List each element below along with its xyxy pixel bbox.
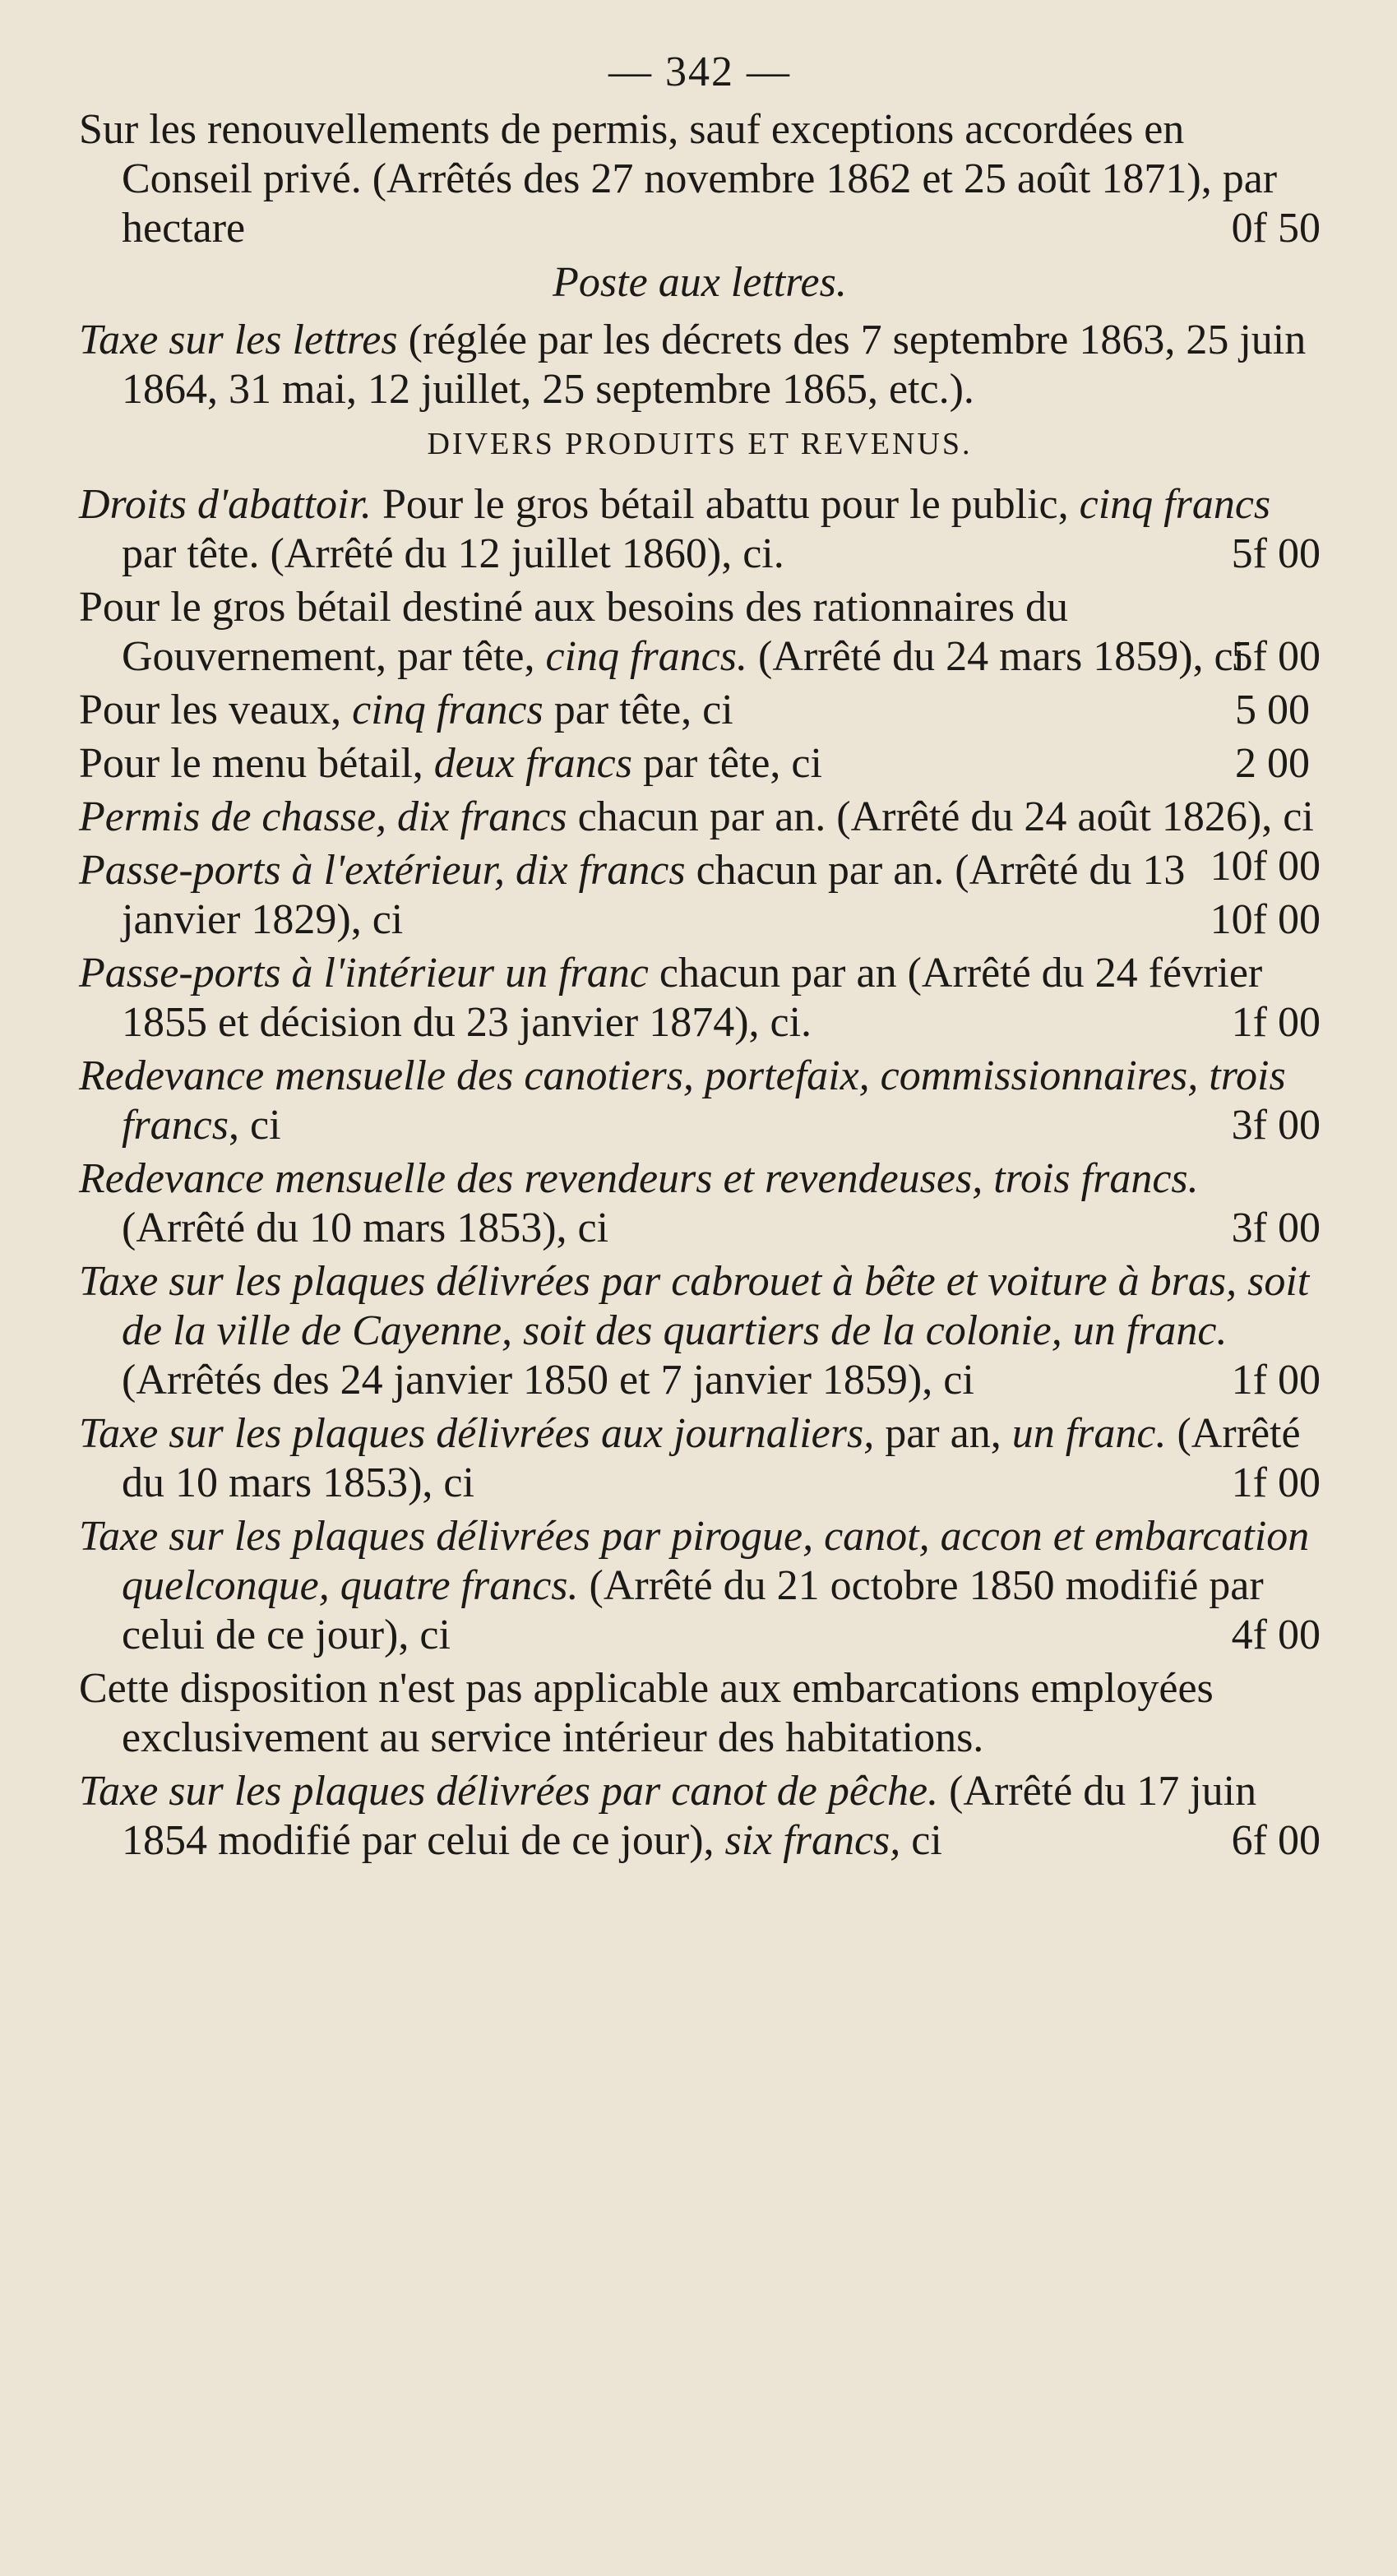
entry-label: Droits d'abattoir.: [79, 481, 372, 528]
section-title-divers: DIVERS PRODUITS ET REVENUS.: [427, 427, 973, 461]
poste-entry: [79, 316, 1321, 414]
entry-text2: (Arrêté du 24 mars 1859), ci: [747, 633, 1246, 680]
divers-entry: [79, 1052, 1321, 1150]
last-amount: 6f 00: [1231, 1817, 1321, 1864]
entry-amount: 1f 00: [1231, 999, 1321, 1046]
entry-amount: 1f 00: [1231, 1459, 1321, 1506]
entry-text: Pour le gros bétail abattu pour le public,: [371, 481, 1080, 528]
entry-text2: par tête, ci: [631, 740, 822, 787]
divers-entry: [79, 1409, 1321, 1508]
divers-entry: [79, 1154, 1321, 1253]
entry-amount: 4f 00: [1231, 1612, 1321, 1658]
divers-note: Cette disposition n'est pas applicable aux embarcations employées exclusivement au service intérieur des habitations.: [79, 1665, 1214, 1761]
entry-text: Pour les veaux,: [79, 687, 353, 733]
entry-label: Taxe sur les plaques délivrées par pirogue, canot, accon et embarcation quelconque, quatre francs.: [79, 1513, 1310, 1609]
divers-entry: [79, 739, 1321, 789]
divers-entry: [79, 949, 1321, 1048]
last-label: Taxe sur les plaques délivrées par canot de pêche.: [79, 1768, 939, 1815]
entry-label: Redevance mensuelle des revendeurs et revendeuses, trois francs.: [79, 1155, 1199, 1202]
entry-amount: 5f 00: [1231, 633, 1321, 680]
entry-text: chacun par an. (Arrêté du 13 janvier 1829), ci: [122, 847, 1186, 943]
entry-text: Pour le gros bétail destiné aux besoins des rationnaires du Gouvernement, par tête,: [79, 584, 1068, 680]
last-entry: Taxe sur les plaques délivrées par canot de pêche. (Arrêté du 17 juin 1854 modifié par celui de ce jour), six francs, ci 6f 00: [79, 1768, 1321, 1864]
entry-text: , ci: [229, 1102, 281, 1149]
divers-entry: [79, 583, 1321, 682]
intro-amount: 0f 50: [1231, 205, 1321, 252]
entry-amount: 10f 00: [1210, 843, 1321, 890]
entry-label: Passe-ports à l'extérieur, dix francs: [79, 847, 686, 894]
entry-text: (Arrêtés des 24 janvier 1850 et 7 janvier 1859), ci: [122, 1357, 974, 1404]
entry-amount: 1f 00: [1231, 1357, 1321, 1404]
intro-entry: [79, 105, 1321, 253]
divers-entries: [79, 480, 1321, 1660]
intro-text: Sur les renouvellements de permis, sauf exceptions accordées en Conseil privé. (Arrêtés des 27 novembre 1862 et 25 août 1871), par hectare: [79, 106, 1278, 252]
page: [79, 48, 1321, 1870]
divers-entry: [79, 480, 1321, 579]
section-title-poste: Poste aux lettres.: [553, 259, 847, 306]
divers-entry: [79, 1257, 1321, 1405]
entry-text: chacun par an. (Arrêté du 24 août 1826), ci: [567, 793, 1314, 840]
divers-entry: [79, 846, 1321, 945]
entry-amount: 3f 00: [1231, 1102, 1321, 1149]
page-number: — 342 —: [608, 49, 791, 95]
entry-italic: deux francs: [433, 740, 632, 787]
entry-text2: (Arrêté du 10 mars 1853), ci: [122, 1410, 1301, 1506]
entry-text: chacun par an (Arrêté du 24 février 1855 et décision du 23 janvier 1874), ci.: [122, 950, 1263, 1046]
divers-entry: [79, 1512, 1321, 1660]
entry-italic: cinq francs: [1079, 481, 1271, 528]
entry-label: Taxe sur les plaques délivrées aux journaliers,: [79, 1410, 875, 1457]
entry-italic: cinq francs: [352, 687, 544, 733]
entry-amount: 2 00: [1235, 740, 1310, 787]
entry-italic: cinq francs.: [545, 633, 747, 680]
entry-amount: 5f 00: [1231, 530, 1321, 577]
entry-amount: 3f 00: [1231, 1205, 1321, 1251]
entry-text2: par tête, ci: [543, 687, 733, 733]
entry-label: Taxe sur les plaques délivrées par cabrouet à bête et voiture à bras, soit de la ville de Cayenne, soit des quartiers de la colonie, un franc.: [79, 1258, 1310, 1354]
entry-text: par an,: [874, 1410, 1012, 1457]
entry-text: (Arrêté du 21 octobre 1850 modifié par celui de ce jour), ci: [122, 1562, 1264, 1658]
poste-text: (réglée par les décrets des 7 septembre 1863, 25 juin 1864, 31 mai, 12 juillet, 25 septembre 1865, etc.).: [122, 317, 1307, 413]
entry-text2: par tête. (Arrêté du 12 juillet 1860), ci.: [122, 530, 784, 577]
entry-amount: 10f 00: [1210, 896, 1321, 943]
entry-text: Pour le menu bétail,: [79, 740, 434, 787]
entry-label: Redevance mensuelle des canotiers, portefaix, commissionnaires, trois francs: [79, 1052, 1286, 1149]
entry-label: Permis de chasse, dix francs: [79, 793, 567, 840]
divers-entry: [79, 686, 1321, 735]
entry-amount: 5 00: [1235, 687, 1310, 733]
entry-italic: un franc.: [1011, 1410, 1167, 1457]
entry-label: Passe-ports à l'intérieur un franc: [79, 950, 649, 997]
entry-text: (Arrêté du 10 mars 1853), ci: [122, 1205, 609, 1251]
poste-label: Taxe sur les lettres: [79, 317, 398, 363]
